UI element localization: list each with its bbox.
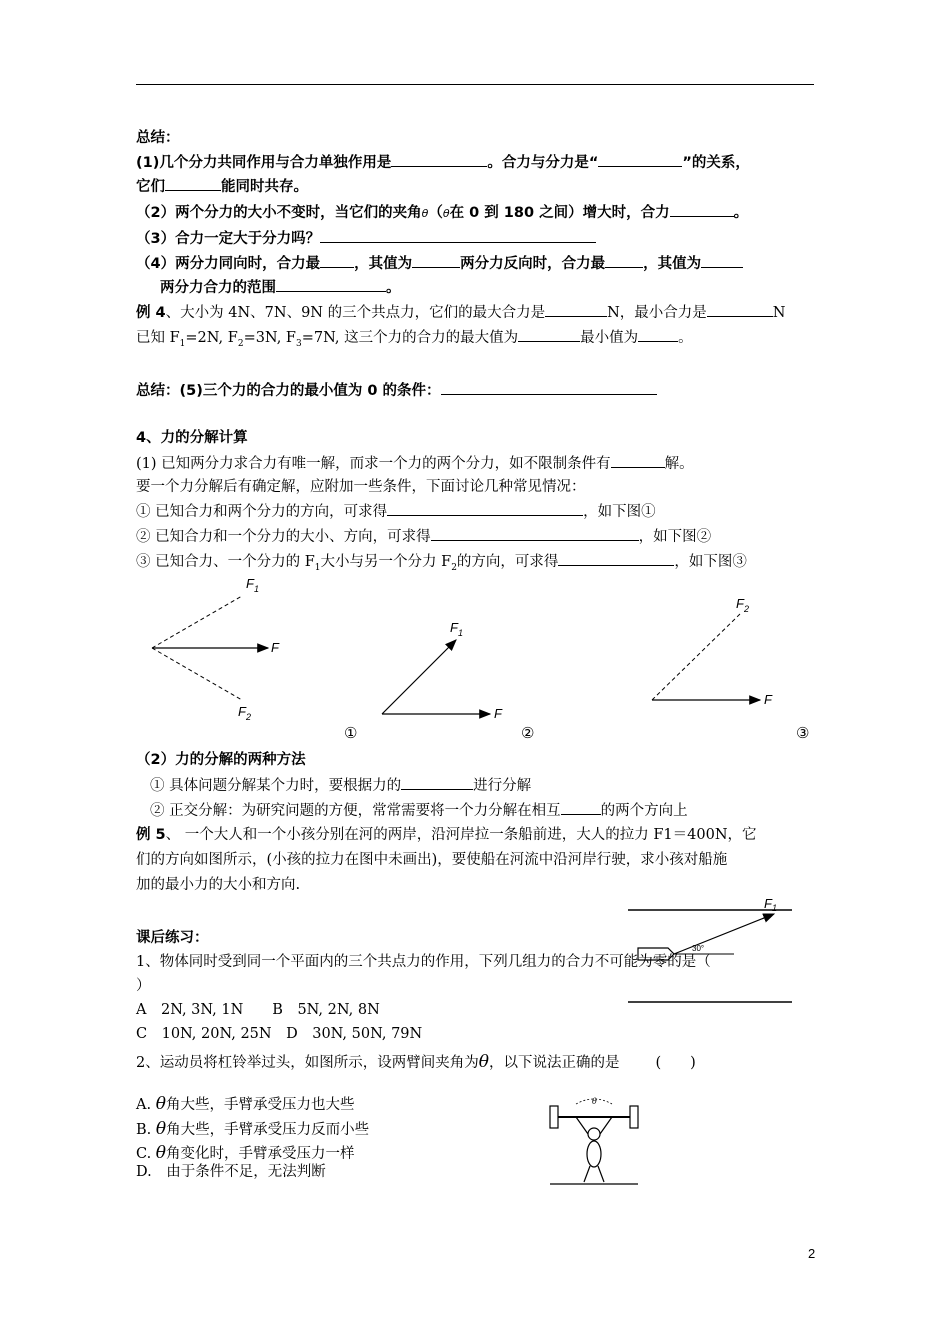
- label-f2: $F_2$: [736, 596, 749, 614]
- figure-1-diagram: [140, 572, 300, 724]
- right-arm: [600, 1117, 612, 1134]
- summary-line-4: （3）合力一定大于分力吗？: [136, 228, 596, 249]
- practice-q2-option-b: B. θ角大些，手臂承受压力反而小些: [136, 1119, 370, 1139]
- label-f: F: [494, 706, 502, 721]
- example-4-line-1: 例 4、大小为 4N、7N、9N 的三个共点力，它们的最大合力是 N，最小合力是 N: [136, 302, 785, 323]
- section-4-line-2: 要一个力分解后有确定解，应附加一些条件，下面讨论几种常见情况：: [136, 479, 586, 495]
- header-rule: [136, 84, 814, 85]
- force-f1-arrow: [674, 914, 774, 954]
- practice-q2-option-d: D. 由于条件不足，无法判断: [136, 1164, 326, 1180]
- section-4-2-title: （2）力的分解的两种方法: [136, 752, 306, 768]
- figure-caption-1: ①: [344, 724, 358, 742]
- practice-q2-option-c: C. θ角变化时，手臂承受压力一样: [136, 1143, 355, 1163]
- label-f1: $F_1$: [246, 576, 259, 594]
- page-number: 2: [808, 1246, 816, 1261]
- left-leg: [584, 1166, 590, 1182]
- f2-dashed-line: [152, 648, 242, 700]
- label-f: F: [271, 640, 279, 655]
- figure-2-diagram: [372, 614, 522, 724]
- barbell-plate-left: [550, 1106, 558, 1128]
- practice-q1-options-ab: A 2N, 3N, 1N B 5N, 2N, 8N: [136, 1002, 380, 1018]
- torso: [587, 1141, 601, 1167]
- figure-caption-3: ③: [796, 724, 810, 742]
- section-4-title: 4、力的分解计算: [136, 430, 248, 446]
- angle-label: 30°: [692, 944, 705, 953]
- figure-3-diagram: [640, 594, 790, 708]
- section-4-2-line-2: ② 正交分解：为研究问题的方便，常常需要将一个力分解在相互 的两个方向上: [150, 800, 688, 821]
- summary-line-3: （2）两个分力的大小不变时，当它们的夹角θ（θ在 0 到 180 之间）增大时，合力 。: [136, 202, 748, 224]
- summary-line-6: 两分力合力的范围 。: [160, 277, 401, 298]
- summary-line-1: (1)几个分力共同作用与合力单独作用是 。合力与分力是“ ”的关系，: [136, 152, 750, 173]
- f1-arrow: [382, 640, 456, 714]
- right-leg: [598, 1166, 604, 1182]
- practice-q1-options-cd: C 10N, 20N, 25N D 30N, 50N, 79N: [136, 1026, 423, 1042]
- f1-dashed-line: [152, 596, 242, 648]
- summary-title: 总结：: [136, 130, 180, 146]
- weightlifter-diagram: [544, 1092, 644, 1188]
- example-5-line-2: 们的方向如图所示，(小孩的拉力在图中未画出)，要使船在河流中沿河岸行驶，求小孩对船施: [136, 852, 728, 868]
- practice-q2-option-a: A. θ角大些，手臂承受压力也大些: [136, 1094, 355, 1114]
- practice-title: 课后练习：: [136, 930, 209, 946]
- summary-line-5: （4）两分力同向时，合力最 ，其值为 两分力反向时，合力最 ，其值为: [136, 253, 743, 274]
- theta-label: θ: [592, 1097, 597, 1106]
- barbell-plate-right: [630, 1106, 638, 1128]
- section-4-line-3: ① 已知合力和两个分力的方向，可求得 ，如下图①: [136, 501, 656, 522]
- f2-dashed-line: [652, 614, 740, 700]
- practice-q1: 1、物体同时受到同一个平面内的三个共点力的作用，下列几组力的合力不可能为零的是（: [136, 954, 711, 970]
- example-5-line-3: 加的最小力的大小和方向.: [136, 877, 301, 893]
- label-f1: $F_1$: [764, 896, 777, 913]
- label-f: F: [764, 692, 772, 707]
- label-f1: $F_1$: [450, 620, 463, 638]
- head: [588, 1128, 600, 1140]
- figure-caption-2: ②: [521, 724, 535, 742]
- practice-q1-close: ）: [136, 978, 151, 994]
- label-f2: $F_2$: [238, 704, 251, 722]
- summary-line-2: 它们 能同时共存。: [136, 176, 308, 197]
- section-4-line-4: ② 已知合力和一个分力的大小、方向，可求得 ，如下图②: [136, 526, 711, 547]
- section-4-line-1: (1) 已知两分力求合力有唯一解，而求一个力的两个分力，如不限制条件有 解。: [136, 453, 694, 474]
- summary-5: 总结：(5)三个力的合力的最小值为 0 的条件：: [136, 380, 657, 401]
- practice-q2: 2、运动员将杠铃举过头，如图所示，设两臂间夹角为θ，以下说法正确的是 ( ): [136, 1052, 696, 1072]
- example-5-line-1: 例 5、 一个大人和一个小孩分别在河的两岸，沿河岸拉一条船前进，大人的拉力 F1＝400N，它: [136, 827, 757, 843]
- section-4-line-5: ③ 已知合力、一个分力的 $F_1$大小与另一个分力 $F_2$的方向，可求得 ，如下图③: [136, 551, 747, 578]
- left-arm: [576, 1117, 588, 1134]
- example-4-line-2: 已知 $F_1=2N$, $F_2=3N$, $F_3=7N$, 这三个力的合力的最大值为 最小值为 。: [136, 327, 693, 354]
- section-4-2-line-1: ① 具体问题分解某个力时，要根据力的 进行分解: [150, 775, 531, 796]
